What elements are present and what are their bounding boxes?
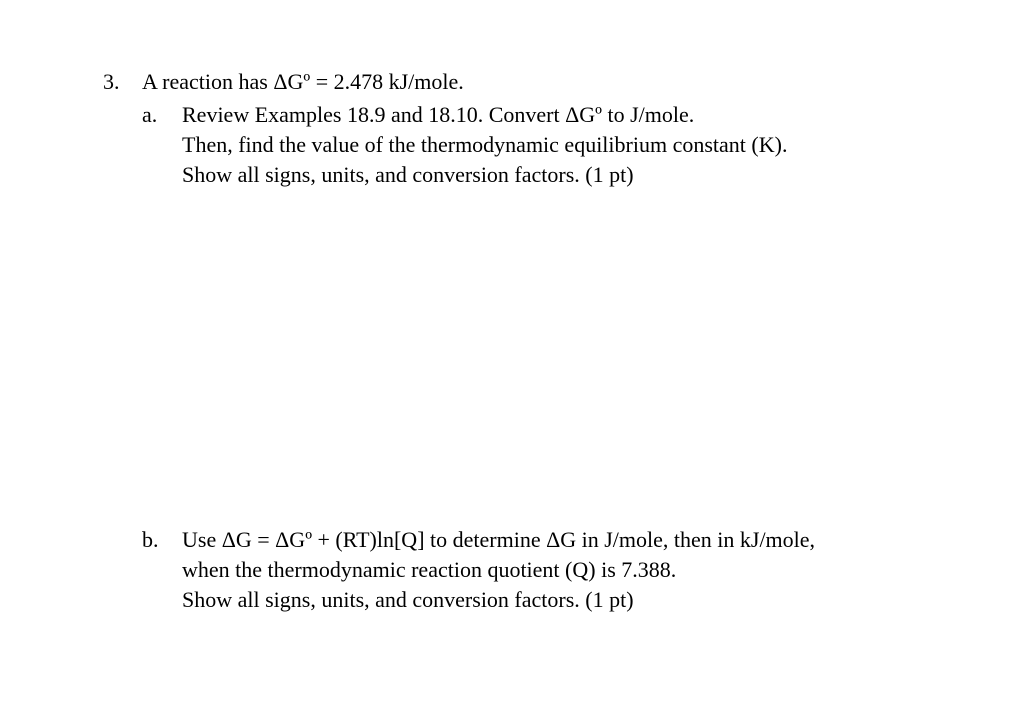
part-b-label: b.: [142, 527, 159, 552]
part-b-line-2: when the thermodynamic reaction quotient (Q) is 7.388.: [182, 557, 677, 582]
part-a-line-3: Show all signs, units, and conversion factors. (1 pt): [182, 162, 634, 187]
part-b-line-3: Show all signs, units, and conversion factors. (1 pt): [182, 587, 634, 612]
part-b-line-1: Use ΔG = ΔGº + (RT)ln[Q] to determine ΔG in J/mole, then in kJ/mole,: [182, 527, 816, 552]
question-stem: A reaction has ΔGº = 2.478 kJ/mole.: [142, 69, 464, 94]
part-a-line-1: Review Examples 18.9 and 18.10. Convert ΔGº to J/mole.: [182, 102, 695, 127]
part-a-label: a.: [142, 102, 158, 127]
part-a-line-2: Then, find the value of the thermodynamic equilibrium constant (K).: [182, 132, 788, 157]
question-number: 3.: [103, 69, 120, 94]
